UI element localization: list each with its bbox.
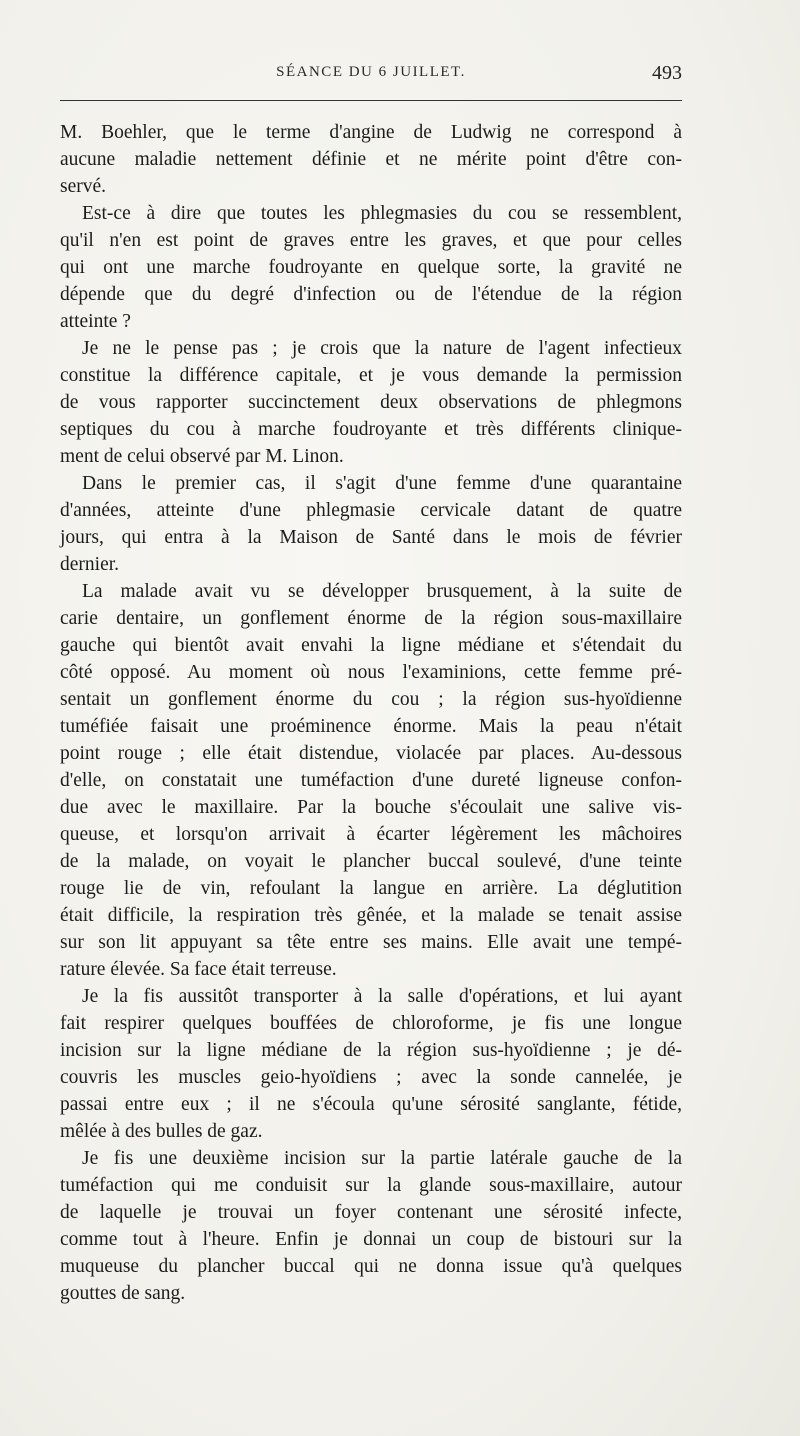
text-line: dépende que du degré d'infection ou de l'étendue de la région (60, 284, 682, 305)
text-line: septiques du cou à marche foudroyante et très différents clinique- (60, 419, 682, 440)
text-line: rature élevée. Sa face était terreuse. (60, 959, 337, 980)
text-line: gauche qui bientôt avait envahi la ligne médiane et s'étendait du (60, 635, 682, 656)
text-line: Est-ce à dire que toutes les phlegmasies du cou se ressemblent, (82, 203, 682, 224)
text-line: ment de celui observé par M. Linon. (60, 446, 344, 467)
text-line: queuse, et lorsqu'on arrivait à écarter légèrement les mâchoires (60, 824, 682, 845)
paragraph (60, 1145, 682, 1307)
paragraph (60, 335, 682, 470)
text-line: dernier. (60, 554, 120, 575)
text-line: carie dentaire, un gonflement énorme de la région sous-maxillaire (60, 608, 682, 629)
running-head: SÉANCE DU 6 JUILLET. (276, 64, 466, 80)
text-line: muqueuse du plancher buccal qui ne donna issue qu'à quelques (60, 1256, 682, 1277)
text-line: côté opposé. Au moment où nous l'examinions, cette femme pré- (60, 662, 682, 683)
paragraph (60, 578, 682, 983)
text-line: rouge lie de vin, refoulant la langue en arrière. La déglutition (60, 878, 682, 899)
text-line: couvris les muscles geio-hyoïdiens ; avec la sonde cannelée, je (60, 1067, 682, 1088)
text-line: Je la fis aussitôt transporter à la salle d'opérations, et lui ayant (82, 986, 682, 1007)
page-number: 493 (652, 62, 682, 84)
text-line: qu'il n'en est point de graves entre les graves, et que pour celles (60, 230, 682, 251)
text-line: tuméfaction qui me conduisit sur la glande sous-maxillaire, autour (60, 1175, 682, 1196)
text-line: Je fis une deuxième incision sur la partie latérale gauche de la (82, 1148, 682, 1169)
text-line: M. Boehler, que le terme d'angine de Ludwig ne correspond à (60, 122, 682, 143)
text-line: constitue la différence capitale, et je vous demande la permission (60, 365, 682, 386)
text-line: Dans le premier cas, il s'agit d'une femme d'une quarantaine (82, 473, 682, 494)
text-line: d'elle, on constatait une tuméfaction d'une dureté ligneuse confon- (60, 770, 682, 791)
text-line: passai entre eux ; il ne s'écoula qu'une sérosité sanglante, fétide, (60, 1094, 682, 1115)
text-line: sur son lit appuyant sa tête entre ses mains. Elle avait une tempé- (60, 932, 682, 953)
text-line: fait respirer quelques bouffées de chloroforme, je fis une longue (60, 1013, 682, 1034)
text-line: tuméfiée faisait une proéminence énorme. Mais la peau n'était (60, 716, 682, 737)
text-line: qui ont une marche foudroyante en quelque sorte, la gravité ne (60, 257, 682, 278)
body-text (60, 119, 682, 1307)
paragraph (60, 983, 682, 1145)
text-line: due avec le maxillaire. Par la bouche s'écoulait une salive vis- (60, 797, 682, 818)
text-line: de vous rapporter succinctement deux observations de phlegmons (60, 392, 682, 413)
text-line: point rouge ; elle était distendue, violacée par places. Au-dessous (60, 743, 682, 764)
text-line: d'années, atteinte d'une phlegmasie cervicale datant de quatre (60, 500, 682, 521)
text-line: comme tout à l'heure. Enfin je donnai un coup de bistouri sur la (60, 1229, 682, 1250)
paragraph (60, 119, 682, 200)
text-line: La malade avait vu se développer brusquement, à la suite de (82, 581, 682, 602)
text-line: était difficile, la respiration très gênée, et la malade se tenait assise (60, 905, 682, 926)
text-line: gouttes de sang. (60, 1283, 186, 1304)
text-line: de laquelle je trouvai un foyer contenant une sérosité infecte, (60, 1202, 682, 1223)
text-line: aucune maladie nettement définie et ne mérite point d'être con- (60, 149, 682, 170)
paragraph (60, 200, 682, 335)
text-line: sentait un gonflement énorme du cou ; la région sus-hyoïdienne (60, 689, 682, 710)
text-line: atteinte ? (60, 311, 131, 332)
text-line: Je ne le pense pas ; je crois que la nature de l'agent infectieux (82, 338, 682, 359)
text-line: mêlée à des bulles de gaz. (60, 1121, 263, 1142)
text-line: servé. (60, 176, 107, 197)
paragraph (60, 470, 682, 578)
header-rule (60, 100, 682, 101)
text-line: de la malade, on voyait le plancher buccal soulevé, d'une teinte (60, 851, 682, 872)
text-line: jours, qui entra à la Maison de Santé dans le mois de février (60, 527, 682, 548)
page-header (60, 64, 682, 94)
text-line: incision sur la ligne médiane de la région sus-hyoïdienne ; je dé- (60, 1040, 682, 1061)
